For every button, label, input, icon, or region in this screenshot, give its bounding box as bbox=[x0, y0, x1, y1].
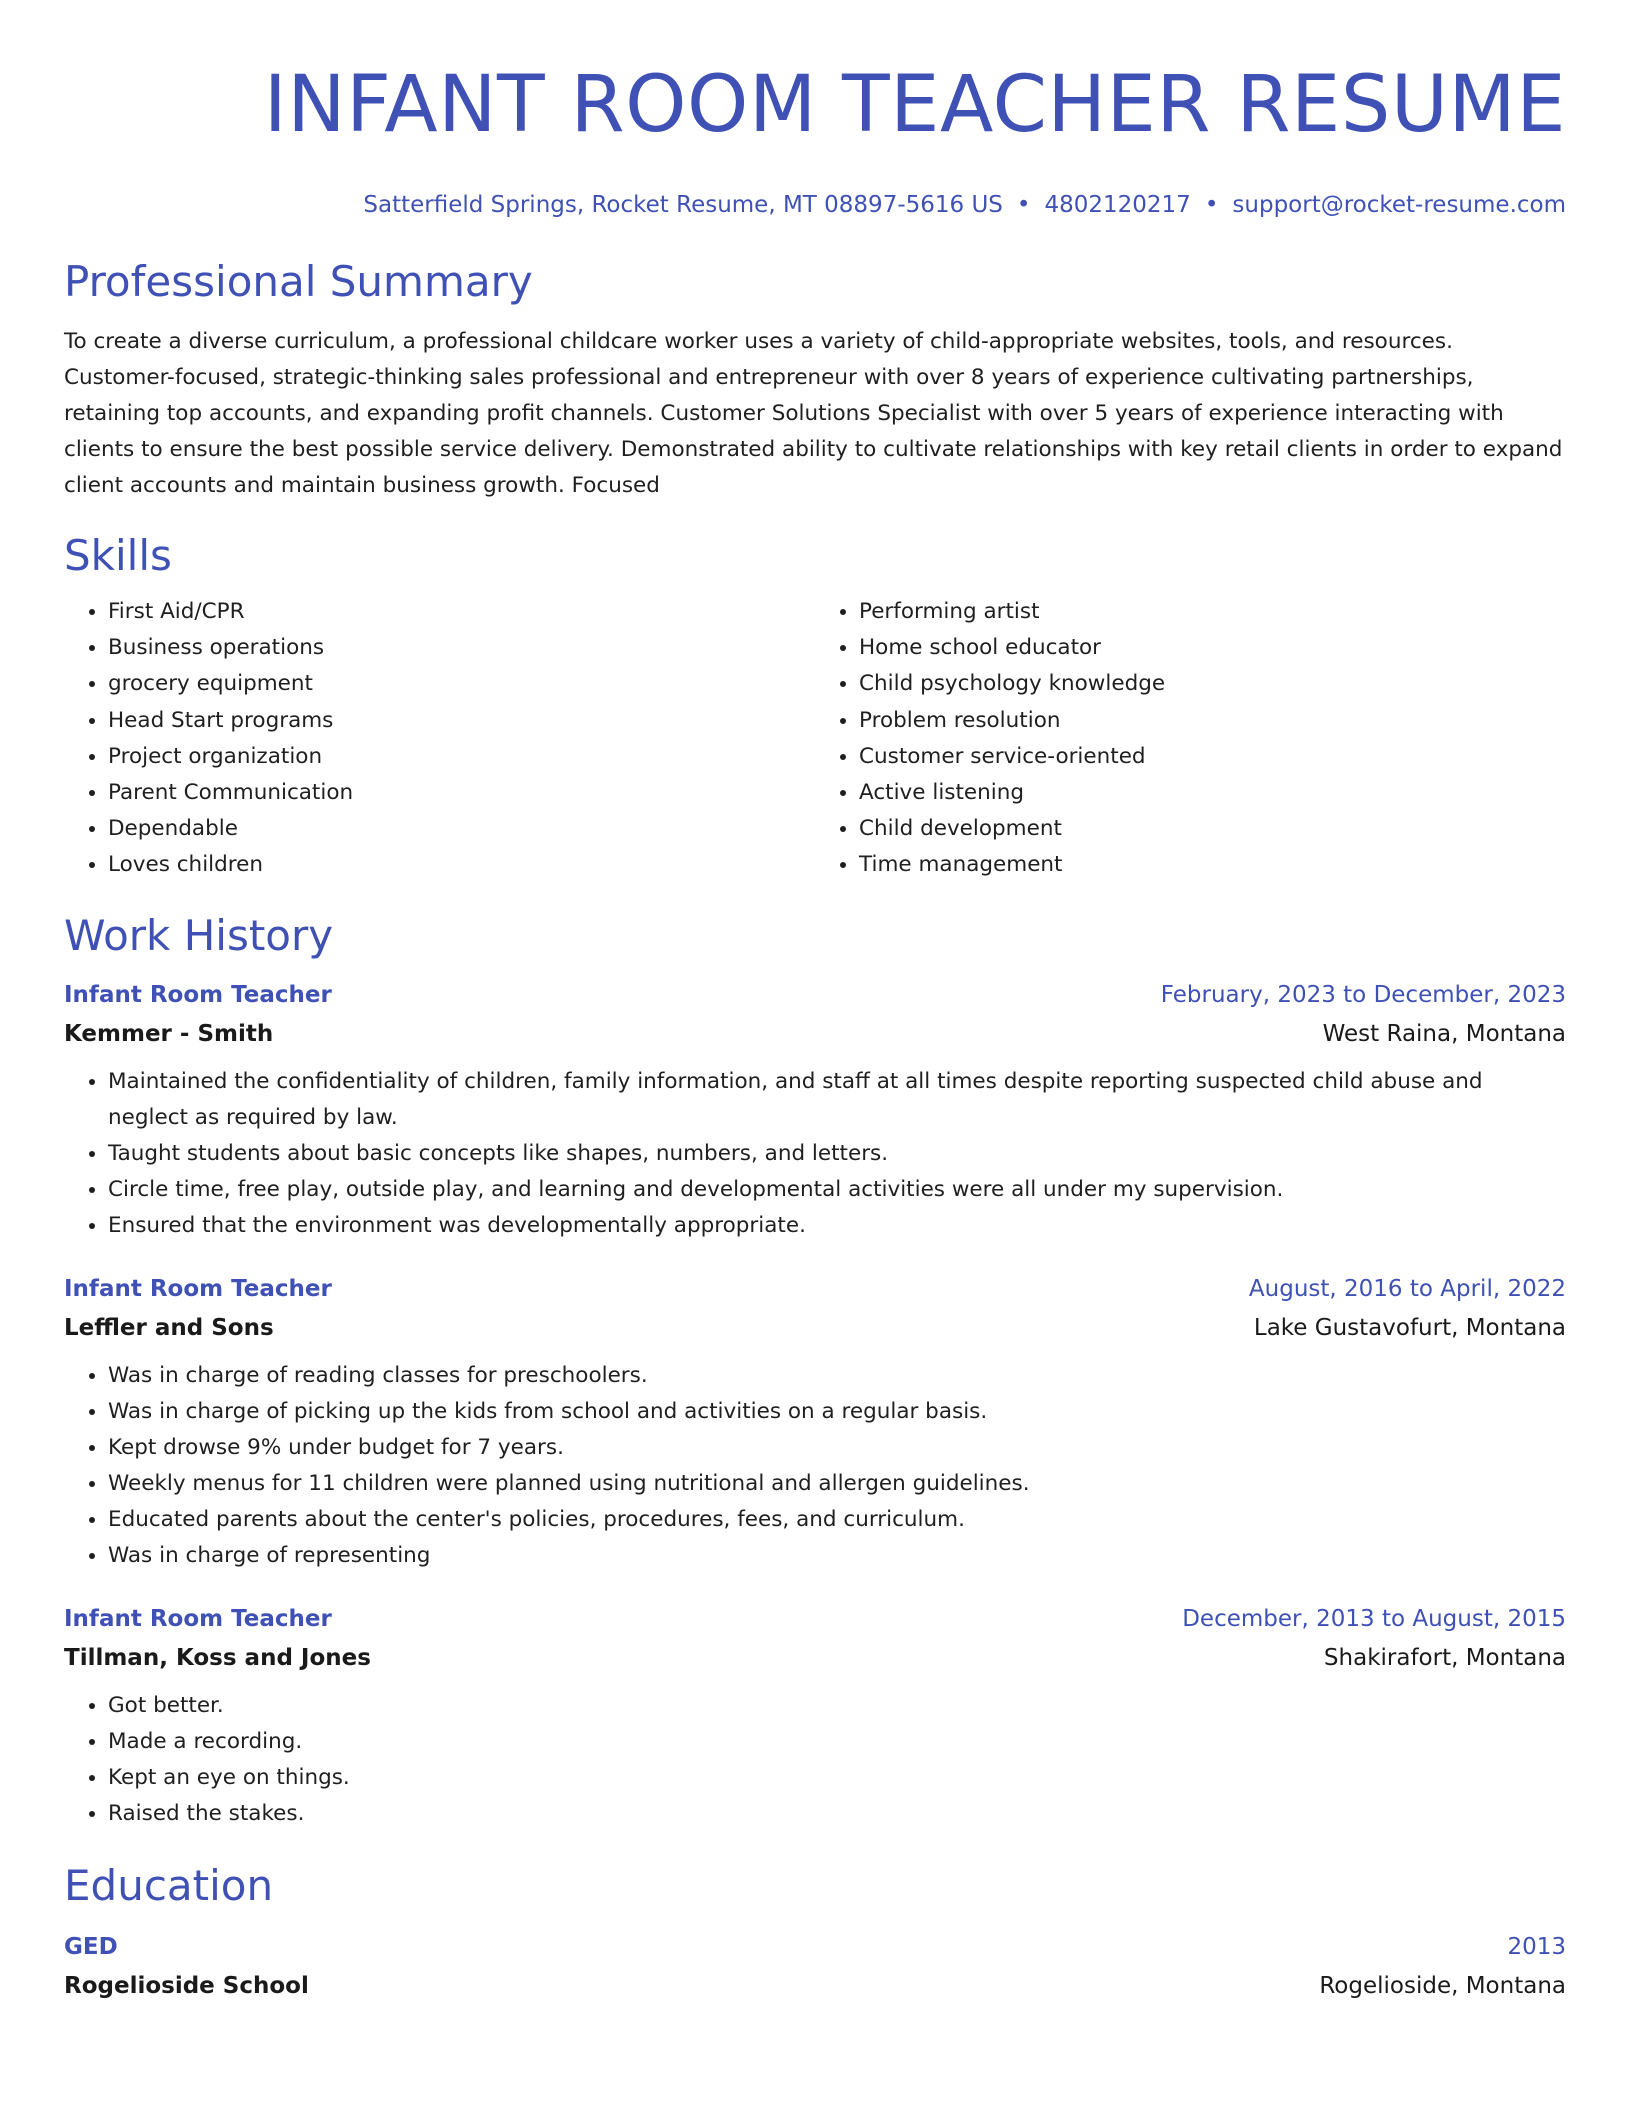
skills-column-left bbox=[64, 594, 815, 884]
contact-email[interactable]: support@rocket-resume.com bbox=[1232, 192, 1566, 218]
job-bullet: • Weekly menus for 11 children were planned using nutritional and allergen guidelines. bbox=[108, 1466, 1566, 1502]
job-bullet: • Made a recording. bbox=[108, 1724, 1566, 1760]
job-dates: February, 2023 to December, 2023 bbox=[1160, 981, 1566, 1008]
skill-item: • Head Start programs bbox=[108, 703, 815, 739]
job-bullets bbox=[64, 1358, 1566, 1574]
job-bullet: • Educated parents about the center's policies, procedures, fees, and curriculum. bbox=[108, 1502, 1566, 1538]
work-history-heading: Work History bbox=[64, 910, 334, 960]
skills-column-right bbox=[815, 594, 1566, 884]
contact-separator: • bbox=[1204, 192, 1219, 218]
job-bullet: • Maintained the confidentiality of children, family information, and staff at all times despite reporting suspected child abuse and neglect as required by law. bbox=[108, 1064, 1566, 1136]
skill-item: • Customer service-oriented bbox=[859, 739, 1566, 775]
job-location: Lake Gustavofurt, Montana bbox=[1253, 1314, 1566, 1341]
job-bullet: • Was in charge of representing bbox=[108, 1538, 1566, 1574]
job-company: Tillman, Koss and Jones bbox=[64, 1644, 371, 1671]
job-bullet: • Got better. bbox=[108, 1688, 1566, 1724]
summary-text: To create a diverse curriculum, a professional childcare worker uses a variety of child-appropriate websites, tools, and resources. Customer-focused, strategic-thinking sales professional and entrepreneur with over 8 years of experience cultivating partnerships, retaining top accounts, and expanding profit channels. Customer Solutions Specialist with over 5 years of experience interacting with clients to ensure the best possible service delivery. Demonstrated ability to cultivate relationships with key retail clients in order to expand client accounts and maintain business growth. Focused bbox=[64, 329, 1563, 498]
job-bullet: • Circle time, free play, outside play, and learning and developmental activities were all under my supervision. bbox=[108, 1172, 1566, 1208]
education-year: 2013 bbox=[1507, 1933, 1566, 1960]
job-location: Shakirafort, Montana bbox=[1323, 1644, 1566, 1671]
summary-heading: Professional Summary bbox=[64, 257, 533, 306]
resume-title: INFANT ROOM TEACHER RESUME bbox=[263, 60, 1566, 150]
job-bullets bbox=[64, 1064, 1566, 1244]
job-dates: December, 2013 to August, 2015 bbox=[1182, 1605, 1566, 1632]
skill-item: • Problem resolution bbox=[859, 703, 1566, 739]
contact-address: Satterfield Springs, Rocket Resume, MT 08897-5616 US bbox=[363, 192, 1003, 218]
skill-item: • Child psychology knowledge bbox=[859, 666, 1566, 702]
skill-item: • Time management bbox=[859, 847, 1566, 883]
skill-item: • Active listening bbox=[859, 775, 1566, 811]
skill-item: • Project organization bbox=[108, 739, 815, 775]
skills-list bbox=[64, 594, 1566, 884]
job-entry bbox=[64, 1600, 1566, 1832]
skill-item: • Business operations bbox=[108, 630, 815, 666]
education-entry bbox=[64, 1928, 1566, 2006]
job-location: West Raina, Montana bbox=[1322, 1020, 1566, 1047]
job-title: Infant Room Teacher bbox=[64, 981, 332, 1008]
education-heading: Education bbox=[64, 1860, 274, 1910]
job-entry bbox=[64, 1270, 1566, 1574]
job-bullet: • Was in charge of picking up the kids from school and activities on a regular basis. bbox=[108, 1394, 1566, 1430]
resume-page bbox=[64, 0, 1566, 2006]
skill-item: • Performing artist bbox=[859, 594, 1566, 630]
education-school: Rogelioside School bbox=[64, 1972, 309, 1999]
contact-line bbox=[64, 190, 1566, 220]
job-dates: August, 2016 to April, 2022 bbox=[1248, 1275, 1566, 1302]
contact-phone[interactable]: 4802120217 bbox=[1044, 192, 1191, 218]
job-bullet: • Kept an eye on things. bbox=[108, 1760, 1566, 1796]
job-entry bbox=[64, 976, 1566, 1244]
education-degree: GED bbox=[64, 1933, 118, 1960]
job-bullet: • Taught students about basic concepts like shapes, numbers, and letters. bbox=[108, 1136, 1566, 1172]
skill-item: • First Aid/CPR bbox=[108, 594, 815, 630]
skill-item: • Loves children bbox=[108, 847, 815, 883]
contact-separator: • bbox=[1016, 192, 1031, 218]
skill-item: • grocery equipment bbox=[108, 666, 815, 702]
skill-item: • Parent Communication bbox=[108, 775, 815, 811]
job-bullet: • Was in charge of reading classes for preschoolers. bbox=[108, 1358, 1566, 1394]
job-company: Kemmer - Smith bbox=[64, 1020, 274, 1047]
education-location: Rogelioside, Montana bbox=[1319, 1972, 1566, 1999]
job-bullet: • Ensured that the environment was developmentally appropriate. bbox=[108, 1208, 1566, 1244]
job-bullet: • Raised the stakes. bbox=[108, 1796, 1566, 1832]
skill-item: • Home school educator bbox=[859, 630, 1566, 666]
skill-item: • Child development bbox=[859, 811, 1566, 847]
skill-item: • Dependable bbox=[108, 811, 815, 847]
job-title: Infant Room Teacher bbox=[64, 1605, 332, 1632]
job-bullets bbox=[64, 1688, 1566, 1832]
job-bullet: • Kept drowse 9% under budget for 7 years. bbox=[108, 1430, 1566, 1466]
job-title: Infant Room Teacher bbox=[64, 1275, 332, 1302]
skills-heading: Skills bbox=[64, 531, 172, 580]
job-company: Leffler and Sons bbox=[64, 1314, 274, 1341]
